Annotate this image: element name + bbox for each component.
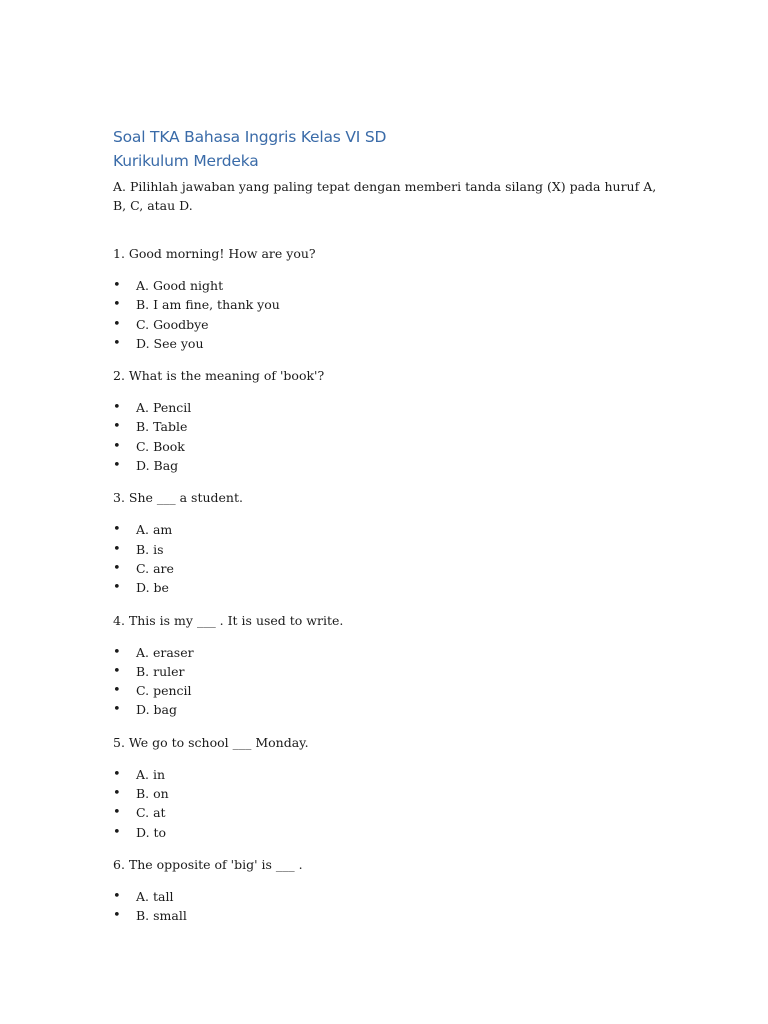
bullet-icon: •: [113, 663, 121, 679]
answer-option: [113, 456, 658, 475]
answer-option: [113, 578, 658, 597]
answer-option-label: C. Book: [136, 438, 185, 454]
bullet-icon: •: [113, 316, 121, 332]
question-6: [113, 855, 658, 926]
answer-option: [113, 334, 658, 353]
answer-option: [113, 559, 658, 578]
answer-option-label: A. tall: [136, 888, 174, 904]
question-text: 1. Good morning! How are you?: [113, 246, 316, 261]
bullet-icon: •: [113, 541, 121, 557]
answer-option: [113, 276, 658, 295]
answer-options: [113, 887, 658, 926]
answer-options: [113, 276, 658, 353]
answer-option-label: B. on: [136, 786, 169, 802]
answer-option-label: A. eraser: [136, 644, 194, 660]
bullet-icon: •: [113, 560, 121, 576]
answer-options: [113, 398, 658, 475]
answer-option: [113, 823, 658, 842]
answer-option-label: D. bag: [136, 702, 177, 718]
answer-option: [113, 417, 658, 436]
bullet-icon: •: [113, 438, 121, 454]
answer-option: [113, 315, 658, 334]
question-1: [113, 244, 658, 353]
answer-option: [113, 520, 658, 539]
bullet-icon: •: [113, 278, 121, 293]
bullet-icon: •: [113, 786, 121, 802]
answer-option: [113, 295, 658, 314]
answer-option-label: C. are: [136, 560, 174, 576]
answer-option: [113, 681, 658, 700]
answer-option-label: C. Goodbye: [136, 316, 209, 332]
answer-options: [113, 520, 658, 597]
question-text: 3. She ___ a student.: [113, 490, 243, 506]
question-5: [113, 733, 658, 842]
bullet-icon: •: [113, 702, 121, 718]
answer-option: [113, 700, 658, 719]
bullet-icon: •: [113, 805, 121, 821]
question-list: [113, 244, 658, 926]
answer-option: [113, 887, 658, 906]
bullet-icon: •: [113, 580, 121, 596]
answer-option-label: D. to: [136, 824, 167, 840]
bullet-icon: •: [113, 297, 121, 313]
bullet-icon: •: [113, 888, 121, 904]
question-text: 2. What is the meaning of 'book'?: [113, 368, 325, 384]
answer-option-label: B. Table: [136, 419, 188, 435]
answer-option-label: A. Pencil: [136, 400, 192, 416]
question-3: [113, 488, 658, 597]
bullet-icon: •: [113, 683, 121, 699]
answer-options: [113, 643, 658, 720]
bullet-icon: •: [113, 644, 121, 660]
answer-options: [113, 765, 658, 842]
bullet-icon: •: [113, 766, 121, 782]
answer-option-label: B. small: [136, 908, 187, 924]
answer-option: [113, 540, 658, 559]
question-text: 4. This is my ___ . It is used to write.: [113, 612, 344, 628]
answer-option-label: B. I am fine, thank you: [136, 297, 280, 313]
question-4: [113, 611, 658, 720]
answer-option-label: C. pencil: [136, 683, 192, 699]
answer-option-label: A. in: [136, 766, 166, 782]
answer-option-label: D. Bag: [136, 458, 179, 474]
bullet-icon: •: [113, 824, 121, 840]
answer-option-label: D. be: [136, 580, 169, 596]
answer-option-label: A. am: [136, 522, 173, 538]
bullet-icon: •: [113, 419, 121, 435]
question-text: 5. We go to school ___ Monday.: [113, 734, 309, 750]
question-text: 6. The opposite of 'big' is ___ .: [113, 856, 303, 872]
answer-option: [113, 437, 658, 456]
answer-option: [113, 643, 658, 662]
bullet-icon: •: [113, 458, 121, 474]
answer-option: [113, 784, 658, 803]
bullet-icon: •: [113, 522, 121, 538]
answer-option: [113, 662, 658, 681]
answer-option: [113, 398, 658, 417]
bullet-icon: •: [113, 335, 121, 351]
answer-option-label: B. ruler: [136, 663, 185, 679]
bullet-icon: •: [113, 400, 121, 416]
document-page: [113, 125, 658, 939]
instruction-text: A. Pilihlah jawaban yang paling tepat dengan memberi tanda silang (X) pada huruf A, B, C, atau D.: [113, 179, 657, 213]
answer-option-label: D. See you: [136, 335, 204, 351]
answer-option-label: A. Good night: [136, 278, 224, 293]
answer-option: [113, 803, 658, 822]
answer-option: [113, 906, 658, 925]
question-2: [113, 366, 658, 475]
document-subtitle: Kurikulum Merdeka: [113, 152, 259, 170]
answer-option: [113, 765, 658, 784]
answer-option-label: C. at: [136, 805, 166, 821]
answer-option-label: B. is: [136, 541, 164, 557]
document-title: Soal TKA Bahasa Inggris Kelas VI SD: [113, 128, 387, 146]
bullet-icon: •: [113, 908, 121, 924]
